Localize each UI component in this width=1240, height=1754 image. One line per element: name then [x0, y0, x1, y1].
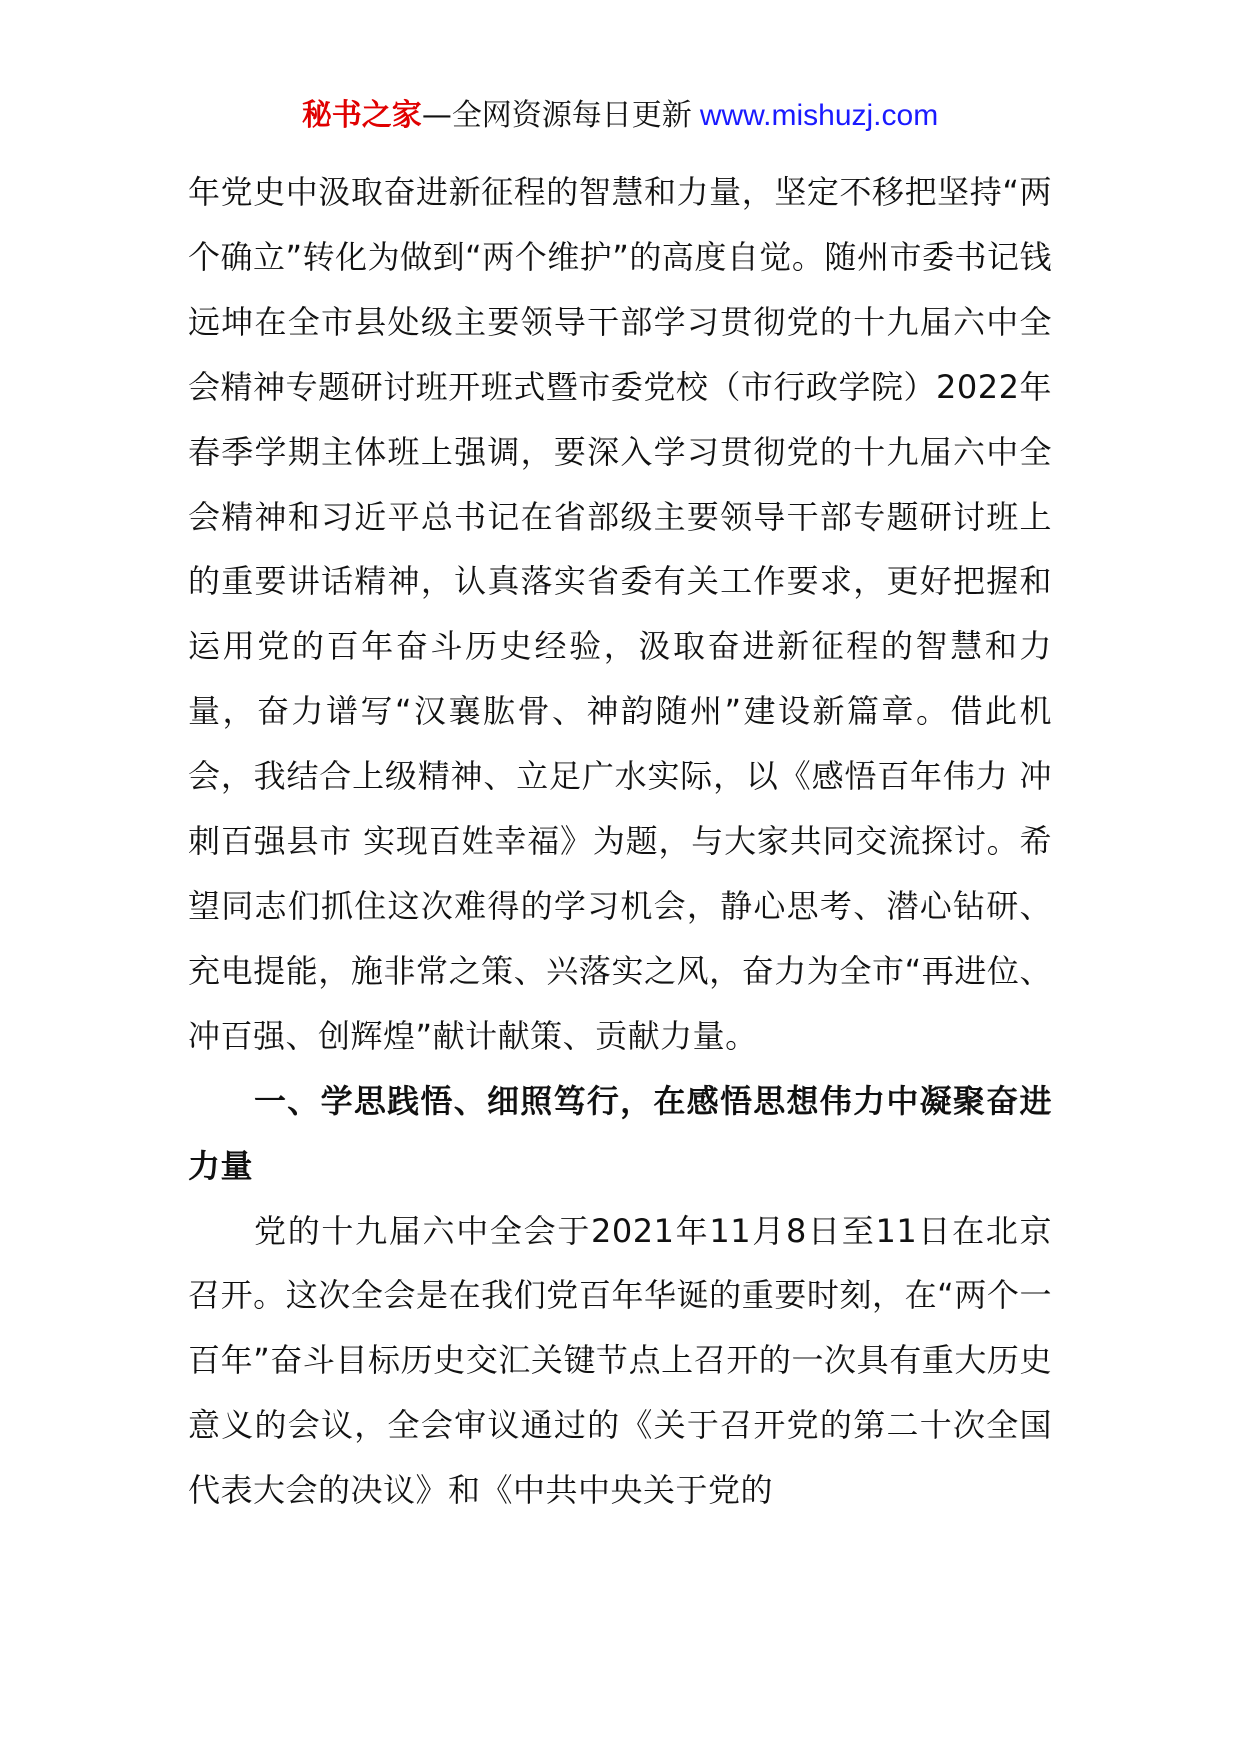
brand-name: 秘书之家 — [301, 98, 422, 133]
paragraph-continued: 年党史中汲取奋进新征程的智慧和力量，坚定不移把坚持“两个确立”转化为做到“两个维护”的高度自觉。随州市委书记钱远坤在全市县处级主要领导干部学习贯彻党的十九届六中全会精神专题研讨班开班式暨市委党校（市行政学院）2022年春季学期主体班上强调，要深入学习贯彻党的十九届六中全会精神和习近平总书记在省部级主要领导干部专题研讨班上的重要讲话精神，认真落实省委有关工作要求，更好把握和运用党的百年奋斗历史经验，汲取奋进新征程的智慧和力量，奋力谱写“汉襄肱骨、神韵随州”建设新篇章。借此机会，我结合上级精神、立足广水实际，以《感悟百年伟力 冲刺百强县市 实现百姓幸福》为题，与大家共同交流探讨。希望同志们抓住这次难得的学习机会，静心思考、潜心钻研、充电提能，施非常之策、兴落实之风，奋力为全市“再进位、冲百强、创辉煌”献计献策、贡献力量。 — [188, 173, 1052, 1055]
document-body — [188, 160, 1052, 1523]
website-link[interactable]: www.mishuzj.com — [699, 99, 939, 132]
paragraph-plenum: 党的十九届六中全会于2021年11月8日至11日在北京召开。这次全会是在我们党百年华诞的重要时刻，在“两个一百年”奋斗目标历史交汇关键节点上召开的一次具有重大历史意义的会议，全会审议通过的《关于召开党的第二十次全国代表大会的决议》和《中共中央关于党的 — [188, 1211, 1052, 1510]
section-heading: 一、学思践悟、细照笃行，在感悟思想伟力中凝聚奋进力量 — [188, 1081, 1052, 1185]
page-header — [0, 96, 1240, 136]
header-tagline: —全网资源每日更新 — [421, 98, 692, 133]
